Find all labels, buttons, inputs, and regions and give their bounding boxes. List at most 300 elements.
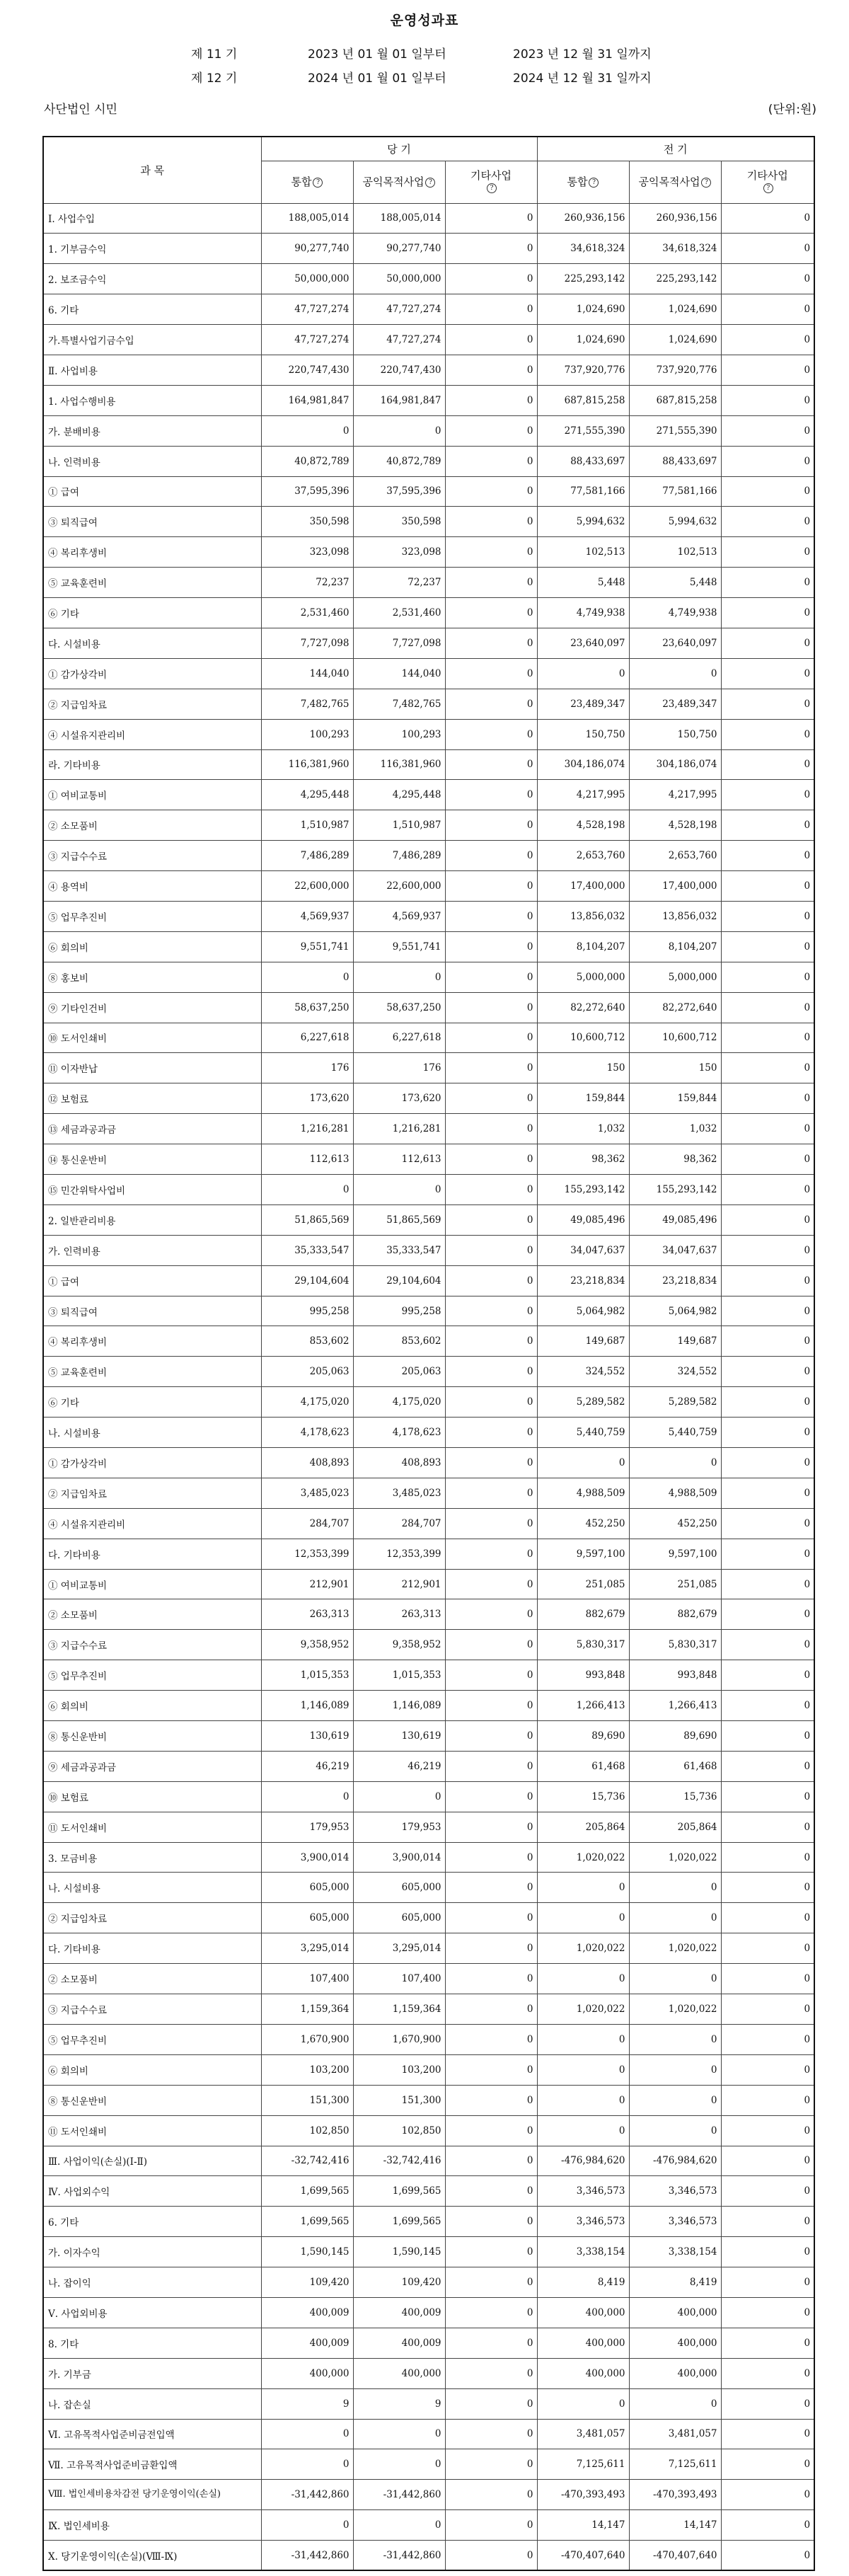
amount-cell: 107,400 xyxy=(261,1964,353,1994)
amount-cell: 0 xyxy=(445,628,537,658)
amount-cell: 1,510,987 xyxy=(261,810,353,841)
amount-cell: 400,000 xyxy=(537,2328,629,2358)
table-row xyxy=(43,2358,814,2388)
amount-cell: 225,293,142 xyxy=(629,264,721,294)
amount-cell: 605,000 xyxy=(353,1873,445,1903)
account-name-cell: ③ 지급수수료 xyxy=(43,841,261,871)
amount-cell: 0 xyxy=(537,1964,629,1994)
amount-cell: 4,528,198 xyxy=(537,810,629,841)
amount-cell: 176 xyxy=(261,1053,353,1083)
amount-cell: 263,313 xyxy=(261,1599,353,1630)
table-row xyxy=(43,749,814,780)
amount-cell: 149,687 xyxy=(629,1326,721,1357)
amount-cell: 12,353,399 xyxy=(261,1539,353,1569)
amount-cell: 23,640,097 xyxy=(629,628,721,658)
amount-cell: 0 xyxy=(721,719,814,749)
amount-cell: 0 xyxy=(445,1933,537,1964)
amount-cell: 0 xyxy=(445,537,537,568)
amount-cell: 1,216,281 xyxy=(353,1114,445,1144)
amount-cell: 3,338,154 xyxy=(537,2237,629,2267)
amount-cell: 0 xyxy=(629,1964,721,1994)
amount-cell: 1,024,690 xyxy=(629,325,721,355)
table-row xyxy=(43,2024,814,2054)
amount-cell: 7,486,289 xyxy=(353,841,445,871)
account-name-cell: ② 지급임차료 xyxy=(43,689,261,719)
amount-cell: 0 xyxy=(445,1053,537,1083)
table-row xyxy=(43,568,814,598)
period-from: 2024 년 01 월 01 일부터 xyxy=(308,71,446,86)
amount-cell: 400,000 xyxy=(537,2297,629,2328)
amount-cell: 0 xyxy=(721,1599,814,1630)
amount-cell: 0 xyxy=(445,2207,537,2237)
info-circle-icon[interactable]: ? xyxy=(425,178,435,188)
table-row xyxy=(43,2328,814,2358)
amount-cell: 61,468 xyxy=(629,1751,721,1781)
amount-cell: 0 xyxy=(721,568,814,598)
account-name-cell: ⑧ 통신운반비 xyxy=(43,1721,261,1752)
account-name-cell: ⑤ 업무추진비 xyxy=(43,1660,261,1691)
amount-cell: 0 xyxy=(721,203,814,234)
amount-cell: 0 xyxy=(445,264,537,294)
amount-cell: 0 xyxy=(445,719,537,749)
amount-cell: 4,178,623 xyxy=(353,1418,445,1448)
amount-cell: 0 xyxy=(445,1418,537,1448)
amount-cell: 98,362 xyxy=(537,1144,629,1175)
amount-cell: 0 xyxy=(721,2328,814,2358)
amount-cell: 0 xyxy=(721,1204,814,1235)
account-name-cell: ⑪ 도서인쇄비 xyxy=(43,2115,261,2146)
amount-cell: 5,440,759 xyxy=(629,1418,721,1448)
amount-cell: 0 xyxy=(721,1569,814,1599)
amount-cell: 0 xyxy=(445,203,537,234)
amount-cell: 4,175,020 xyxy=(353,1387,445,1418)
account-name-cell: ④ 복리후생비 xyxy=(43,537,261,568)
amount-cell: 0 xyxy=(445,689,537,719)
amount-cell: 0 xyxy=(445,385,537,415)
amount-cell: 82,272,640 xyxy=(537,992,629,1023)
amount-cell: 88,433,697 xyxy=(629,446,721,476)
amount-cell: 0 xyxy=(721,1144,814,1175)
amount-cell: 400,000 xyxy=(353,2358,445,2388)
amount-cell: 1,020,022 xyxy=(629,1842,721,1873)
amount-cell: 4,217,995 xyxy=(537,780,629,810)
table-row xyxy=(43,1326,814,1357)
account-name-cell: 가. 기부금 xyxy=(43,2358,261,2388)
amount-cell: 0 xyxy=(445,871,537,902)
account-name-cell: Ⅷ. 법인세비용차감전 당기운영이익(손실) xyxy=(43,2480,261,2510)
account-name-cell: ③ 지급수수료 xyxy=(43,1994,261,2025)
amount-cell: 1,699,565 xyxy=(261,2176,353,2207)
account-name-cell: Ⅳ. 사업외수익 xyxy=(43,2176,261,2207)
previous-total-header xyxy=(537,161,629,203)
amount-cell: 0 xyxy=(721,2115,814,2146)
account-name-cell: 8. 기타 xyxy=(43,2328,261,2358)
amount-cell: 7,125,611 xyxy=(537,2449,629,2480)
amount-cell: 0 xyxy=(721,2419,814,2449)
amount-cell: 13,856,032 xyxy=(537,901,629,931)
amount-cell: -470,393,493 xyxy=(629,2480,721,2510)
info-circle-icon[interactable]: ? xyxy=(487,183,497,193)
amount-cell: 7,125,611 xyxy=(629,2449,721,2480)
amount-cell: 0 xyxy=(445,1023,537,1053)
amount-cell: 173,620 xyxy=(261,1083,353,1114)
amount-cell: -32,742,416 xyxy=(353,2146,445,2176)
amount-cell: 0 xyxy=(537,2024,629,2054)
amount-cell: 0 xyxy=(721,1478,814,1508)
amount-cell: 0 xyxy=(721,355,814,385)
amount-cell: 1,020,022 xyxy=(629,1994,721,2025)
table-row xyxy=(43,1873,814,1903)
amount-cell: 0 xyxy=(445,1326,537,1357)
table-row xyxy=(43,264,814,294)
amount-cell: 408,893 xyxy=(261,1448,353,1478)
amount-cell: 9 xyxy=(261,2388,353,2419)
amount-cell: 284,707 xyxy=(261,1508,353,1539)
amount-cell: 61,468 xyxy=(537,1751,629,1781)
amount-cell: 3,900,014 xyxy=(353,1842,445,1873)
amount-cell: 0 xyxy=(537,658,629,689)
amount-cell: 7,482,765 xyxy=(261,689,353,719)
amount-cell: 3,346,573 xyxy=(537,2176,629,2207)
amount-cell: 144,040 xyxy=(261,658,353,689)
amount-cell: 130,619 xyxy=(353,1721,445,1752)
amount-cell: 0 xyxy=(445,992,537,1023)
amount-cell: 144,040 xyxy=(353,658,445,689)
info-circle-icon[interactable]: ? xyxy=(589,178,599,188)
amount-cell: 1,015,353 xyxy=(261,1660,353,1691)
amount-cell: 0 xyxy=(721,2388,814,2419)
table-row xyxy=(43,992,814,1023)
amount-cell: 100,293 xyxy=(261,719,353,749)
amount-cell: 0 xyxy=(445,1448,537,1478)
account-name-cell: ⑤ 업무추진비 xyxy=(43,901,261,931)
amount-cell: 0 xyxy=(721,507,814,537)
amount-cell: 0 xyxy=(445,2358,537,2388)
period-label: 제 12 기 xyxy=(191,71,238,86)
amount-cell: 323,098 xyxy=(353,537,445,568)
amount-cell: 0 xyxy=(721,1691,814,1721)
amount-cell: 304,186,074 xyxy=(537,749,629,780)
account-name-cell: 6. 기타 xyxy=(43,294,261,325)
amount-cell: 77,581,166 xyxy=(537,476,629,507)
amount-cell: 0 xyxy=(445,476,537,507)
account-name-cell: ⑪ 이자반납 xyxy=(43,1053,261,1083)
amount-cell: 29,104,604 xyxy=(261,1265,353,1296)
amount-cell: 0 xyxy=(721,1357,814,1387)
amount-cell: 0 xyxy=(721,689,814,719)
amount-cell: 882,679 xyxy=(537,1599,629,1630)
account-name-cell: 3. 모금비용 xyxy=(43,1842,261,1873)
amount-cell: 2,531,460 xyxy=(353,598,445,628)
amount-cell: 0 xyxy=(721,1994,814,2025)
account-name-cell: ⑤ 교육훈련비 xyxy=(43,1357,261,1387)
amount-cell: -31,442,860 xyxy=(353,2541,445,2571)
amount-cell: 0 xyxy=(721,658,814,689)
amount-cell: 2,653,760 xyxy=(537,841,629,871)
table-row xyxy=(43,1175,814,1205)
account-name-cell: ⑨ 세금과공과금 xyxy=(43,1751,261,1781)
amount-cell: 0 xyxy=(721,264,814,294)
amount-cell: 9,551,741 xyxy=(353,931,445,962)
account-name-cell: ⑩ 도서인쇄비 xyxy=(43,1023,261,1053)
amount-cell: 263,313 xyxy=(353,1599,445,1630)
table-row xyxy=(43,1842,814,1873)
amount-cell: 1,699,565 xyxy=(261,2207,353,2237)
amount-cell: 0 xyxy=(353,1175,445,1205)
table-row xyxy=(43,1418,814,1448)
amount-cell: 853,602 xyxy=(261,1326,353,1357)
amount-cell: 5,064,982 xyxy=(629,1296,721,1326)
current-other-header xyxy=(445,161,537,203)
table-row xyxy=(43,1751,814,1781)
table-row xyxy=(43,1660,814,1691)
table-row xyxy=(43,2115,814,2146)
account-name-cell: ⑫ 보험료 xyxy=(43,1083,261,1114)
amount-cell: 0 xyxy=(721,810,814,841)
account-name-cell: 2. 일반관리비용 xyxy=(43,1204,261,1235)
amount-cell: 5,448 xyxy=(537,568,629,598)
amount-cell: 3,900,014 xyxy=(261,1842,353,1873)
amount-cell: 88,433,697 xyxy=(537,446,629,476)
amount-cell: 0 xyxy=(721,2054,814,2085)
amount-cell: 0 xyxy=(445,2267,537,2298)
amount-cell: 4,569,937 xyxy=(353,901,445,931)
amount-cell: 0 xyxy=(721,1660,814,1691)
amount-cell: 7,727,098 xyxy=(261,628,353,658)
amount-cell: 23,218,834 xyxy=(537,1265,629,1296)
amount-cell: 687,815,258 xyxy=(537,385,629,415)
account-name-cell: ① 여비교통비 xyxy=(43,1569,261,1599)
amount-cell: 40,872,789 xyxy=(353,446,445,476)
amount-cell: 102,850 xyxy=(353,2115,445,2146)
amount-cell: 0 xyxy=(261,1175,353,1205)
amount-cell: 0 xyxy=(353,2510,445,2541)
table-row xyxy=(43,1781,814,1812)
amount-cell: 0 xyxy=(721,2480,814,2510)
amount-cell: 0 xyxy=(721,294,814,325)
amount-cell: 47,727,274 xyxy=(353,325,445,355)
account-name-cell: ⑪ 도서인쇄비 xyxy=(43,1812,261,1842)
amount-cell: 0 xyxy=(445,1387,537,1418)
info-circle-icon[interactable]: ? xyxy=(763,183,773,193)
amount-cell: 0 xyxy=(261,962,353,992)
amount-cell: 0 xyxy=(629,2054,721,2085)
table-row xyxy=(43,476,814,507)
account-name-cell: ② 지급임차료 xyxy=(43,1478,261,1508)
amount-cell: 1,699,565 xyxy=(353,2207,445,2237)
amount-cell: 205,063 xyxy=(353,1357,445,1387)
amount-cell: 853,602 xyxy=(353,1326,445,1357)
account-name-cell: ① 급여 xyxy=(43,1265,261,1296)
amount-cell: 5,064,982 xyxy=(537,1296,629,1326)
amount-cell: 1,146,089 xyxy=(261,1691,353,1721)
amount-cell: 50,000,000 xyxy=(261,264,353,294)
account-name-cell: 다. 기타비용 xyxy=(43,1933,261,1964)
table-row xyxy=(43,1691,814,1721)
amount-cell: 47,727,274 xyxy=(353,294,445,325)
amount-cell: 40,872,789 xyxy=(261,446,353,476)
amount-cell: 4,528,198 xyxy=(629,810,721,841)
amount-cell: 1,015,353 xyxy=(353,1660,445,1691)
table-row xyxy=(43,2419,814,2449)
period-to: 2024 년 12 월 31 일까지 xyxy=(513,71,652,86)
amount-cell: 0 xyxy=(537,2054,629,2085)
amount-cell: 0 xyxy=(445,2297,537,2328)
amount-cell: 29,104,604 xyxy=(353,1265,445,1296)
table-row xyxy=(43,203,814,234)
amount-cell: 737,920,776 xyxy=(629,355,721,385)
account-name-cell: ⑥ 회의비 xyxy=(43,931,261,962)
amount-cell: 0 xyxy=(721,1903,814,1933)
info-circle-icon[interactable]: ? xyxy=(313,178,323,188)
amount-cell: 188,005,014 xyxy=(353,203,445,234)
amount-cell: 323,098 xyxy=(261,537,353,568)
amount-cell: 3,485,023 xyxy=(353,1478,445,1508)
amount-cell: 47,727,274 xyxy=(261,325,353,355)
table-row xyxy=(43,2297,814,2328)
amount-cell: 400,000 xyxy=(629,2358,721,2388)
amount-cell: 89,690 xyxy=(537,1721,629,1752)
amount-cell: 205,063 xyxy=(261,1357,353,1387)
account-name-cell: ⑬ 세금과공과금 xyxy=(43,1114,261,1144)
amount-cell: 3,481,057 xyxy=(537,2419,629,2449)
amount-cell: 22,600,000 xyxy=(261,871,353,902)
amount-cell: 0 xyxy=(445,2480,537,2510)
amount-cell: 0 xyxy=(721,1721,814,1752)
amount-cell: 58,637,250 xyxy=(261,992,353,1023)
amount-cell: 14,147 xyxy=(629,2510,721,2541)
amount-cell: 0 xyxy=(445,2054,537,2085)
amount-cell: 112,613 xyxy=(261,1144,353,1175)
amount-cell: 212,901 xyxy=(353,1569,445,1599)
amount-cell: 1,024,690 xyxy=(629,294,721,325)
period-from: 2023 년 01 월 01 일부터 xyxy=(308,47,446,62)
amount-cell: 58,637,250 xyxy=(353,992,445,1023)
amount-cell: 0 xyxy=(445,446,537,476)
amount-cell: 1,266,413 xyxy=(537,1691,629,1721)
account-name-cell: ⑤ 업무추진비 xyxy=(43,2024,261,2054)
amount-cell: 23,489,347 xyxy=(629,689,721,719)
amount-cell: 0 xyxy=(445,1751,537,1781)
table-row xyxy=(43,355,814,385)
amount-cell: 0 xyxy=(445,2510,537,2541)
amount-cell: 1,024,690 xyxy=(537,294,629,325)
table-row xyxy=(43,1508,814,1539)
amount-cell: 0 xyxy=(445,1235,537,1265)
amount-cell: 14,147 xyxy=(537,2510,629,2541)
amount-cell: 737,920,776 xyxy=(537,355,629,385)
account-name-cell: ① 감가상각비 xyxy=(43,1448,261,1478)
table-row xyxy=(43,2510,814,2541)
amount-cell: 0 xyxy=(721,2267,814,2298)
amount-cell: 17,400,000 xyxy=(629,871,721,902)
amount-cell: 0 xyxy=(445,2541,537,2571)
table-row xyxy=(43,415,814,446)
amount-cell: 5,289,582 xyxy=(629,1387,721,1418)
amount-cell: 173,620 xyxy=(353,1083,445,1114)
table-row xyxy=(43,1569,814,1599)
amount-cell: 3,346,573 xyxy=(537,2207,629,2237)
amount-cell: 605,000 xyxy=(353,1903,445,1933)
amount-cell: -32,742,416 xyxy=(261,2146,353,2176)
info-circle-icon[interactable]: ? xyxy=(701,178,711,188)
amount-cell: 188,005,014 xyxy=(261,203,353,234)
amount-cell: 0 xyxy=(721,1023,814,1053)
account-name-cell: Ⅸ. 법인세비용 xyxy=(43,2510,261,2541)
amount-cell: 0 xyxy=(629,658,721,689)
amount-cell: 995,258 xyxy=(261,1296,353,1326)
amount-cell: 4,749,938 xyxy=(537,598,629,628)
table-row xyxy=(43,446,814,476)
amount-cell: 49,085,496 xyxy=(537,1204,629,1235)
amount-cell: 0 xyxy=(261,415,353,446)
amount-cell: 993,848 xyxy=(537,1660,629,1691)
amount-cell: 0 xyxy=(445,415,537,446)
amount-cell: 408,893 xyxy=(353,1448,445,1478)
amount-cell: 90,277,740 xyxy=(261,234,353,264)
amount-cell: 47,727,274 xyxy=(261,294,353,325)
amount-cell: 0 xyxy=(721,2207,814,2237)
table-row xyxy=(43,962,814,992)
amount-cell: 0 xyxy=(721,1296,814,1326)
amount-cell: 3,485,023 xyxy=(261,1478,353,1508)
period-to: 2023 년 12 월 31 일까지 xyxy=(513,47,652,62)
amount-cell: -31,442,860 xyxy=(353,2480,445,2510)
amount-cell: 23,640,097 xyxy=(537,628,629,658)
amount-cell: 605,000 xyxy=(261,1873,353,1903)
account-name-cell: 6. 기타 xyxy=(43,2207,261,2237)
table-body xyxy=(43,203,814,2570)
account-name-cell: 라. 기타비용 xyxy=(43,749,261,780)
table-row xyxy=(43,1083,814,1114)
amount-cell: 0 xyxy=(629,2115,721,2146)
amount-cell: 400,000 xyxy=(629,2297,721,2328)
account-name-cell: ⑨ 기타인건비 xyxy=(43,992,261,1023)
table-row xyxy=(43,1964,814,1994)
amount-cell: 452,250 xyxy=(537,1508,629,1539)
amount-cell: 0 xyxy=(721,871,814,902)
account-name-cell: 나. 잡이익 xyxy=(43,2267,261,2298)
amount-cell: 7,482,765 xyxy=(353,689,445,719)
amount-cell: 0 xyxy=(721,1235,814,1265)
amount-cell: 993,848 xyxy=(629,1660,721,1691)
amount-cell: 150 xyxy=(537,1053,629,1083)
amount-cell: 400,009 xyxy=(353,2328,445,2358)
table-row xyxy=(43,1023,814,1053)
amount-cell: 0 xyxy=(445,1478,537,1508)
amount-cell: 220,747,430 xyxy=(353,355,445,385)
amount-cell: 400,009 xyxy=(261,2328,353,2358)
amount-cell: 0 xyxy=(445,658,537,689)
account-name-cell: Ⅵ. 고유목적사업준비금전입액 xyxy=(43,2419,261,2449)
amount-cell: 77,581,166 xyxy=(629,476,721,507)
amount-cell: 0 xyxy=(445,962,537,992)
amount-cell: 324,552 xyxy=(629,1357,721,1387)
table-row xyxy=(43,1448,814,1478)
amount-cell: 0 xyxy=(629,1903,721,1933)
amount-cell: 205,864 xyxy=(629,1812,721,1842)
table-row xyxy=(43,628,814,658)
amount-cell: 1,590,145 xyxy=(261,2237,353,2267)
amount-cell: 0 xyxy=(721,1873,814,1903)
table-row xyxy=(43,719,814,749)
amount-cell: 0 xyxy=(721,385,814,415)
account-name-cell: ⑥ 기타 xyxy=(43,1387,261,1418)
amount-cell: 150,750 xyxy=(629,719,721,749)
amount-cell: 5,440,759 xyxy=(537,1418,629,1448)
amount-cell: 0 xyxy=(721,1387,814,1418)
table-row xyxy=(43,2207,814,2237)
